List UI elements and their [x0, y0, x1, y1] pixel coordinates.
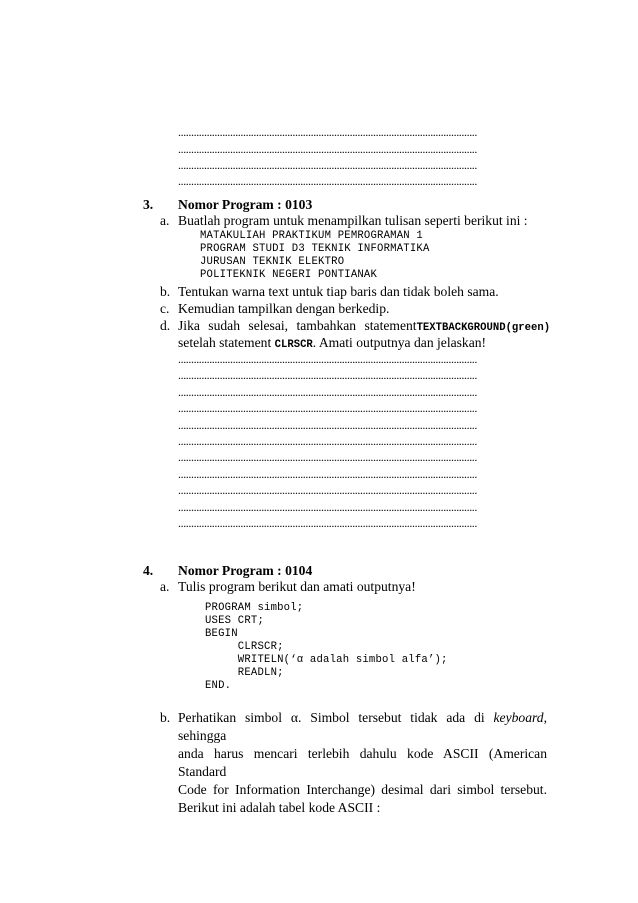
code-line: END.: [205, 680, 232, 692]
code-line: CLRSCR;: [205, 641, 284, 653]
section-4-title: Nomor Program : 0104: [178, 563, 313, 578]
paragraph-line: Berikut ini adalah tabel kode ASCII :: [178, 800, 381, 815]
paragraph-text: Perhatikan simbol α. Simbol tersebut tidak ada di: [178, 710, 485, 725]
code-line: PROGRAM simbol;: [205, 602, 304, 614]
item-a-marker: a.: [160, 213, 170, 228]
answer-line: ...................................................................................................................: [178, 368, 478, 382]
code-clrscr: CLRSCR: [274, 339, 313, 351]
item-a-text: Buatlah program untuk menampilkan tulisan seperti berikut ini :: [178, 213, 528, 228]
answer-line: ...................................................................................................................: [178, 467, 478, 481]
paragraph-line: anda harus mencari terlebih dahulu kode ASCII (American Standard: [178, 746, 547, 779]
answer-line: ...................................................................................................................: [178, 500, 478, 514]
output-line: POLITEKNIK NEGERI PONTIANAK: [200, 269, 378, 281]
paragraph-line: Code for Information Interchange) desimal dari simbol tersebut.: [178, 782, 547, 797]
code-line: BEGIN: [205, 628, 238, 640]
answer-line: ...................................................................................................................: [178, 483, 478, 497]
answer-line: ...................................................................................................................: [178, 401, 478, 415]
code-line: USES CRT;: [205, 615, 265, 627]
section-4-number: 4.: [143, 563, 154, 578]
output-line: PROGRAM STUDI D3 TEKNIK INFORMATIKA: [200, 243, 430, 255]
answer-line: ...................................................................................................................: [178, 125, 478, 139]
answer-line: ...................................................................................................................: [178, 158, 478, 172]
item-d-text: Jika sudah selesai, tambahkan statement: [178, 318, 417, 333]
answer-line: ...................................................................................................................: [178, 352, 478, 366]
item-b-marker: b.: [160, 284, 171, 299]
item-c-marker: c.: [160, 301, 170, 316]
item-d-text: setelah statement: [178, 335, 272, 350]
paragraph-text: , sehingga: [178, 710, 547, 743]
code-line: READLN;: [205, 667, 284, 679]
output-line: JURUSAN TEKNIK ELEKTRO: [200, 256, 345, 268]
code-textbackground: TEXTBACKGROUND(green): [416, 322, 551, 334]
answer-line: ...................................................................................................................: [178, 174, 478, 188]
answer-line: ...................................................................................................................: [178, 450, 478, 464]
item-c-text: Kemudian tampilkan dengan berkedip.: [178, 301, 390, 316]
item-a-text: Tulis program berikut dan amati outputnya!: [178, 579, 416, 594]
keyboard-emphasis: keyboard: [493, 710, 544, 725]
code-line: WRITELN(‘α adalah simbol alfa’);: [205, 654, 448, 666]
item-b-paragraph: [178, 709, 547, 817]
item-d-marker: d.: [160, 318, 171, 333]
answer-line: ...................................................................................................................: [178, 418, 478, 432]
item-d-line-1: [178, 318, 551, 336]
paragraph-line: [178, 709, 547, 745]
item-d-text: . Amati outputnya dan jelaskan!: [312, 335, 487, 350]
answer-line: ...................................................................................................................: [178, 142, 478, 156]
item-b-text: Tentukan warna text untuk tiap baris dan tidak boleh sama.: [178, 284, 499, 299]
section-3-title: Nomor Program : 0103: [178, 197, 313, 212]
answer-line: ...................................................................................................................: [178, 385, 478, 399]
answer-line: ...................................................................................................................: [178, 516, 478, 530]
item-b-marker: b.: [160, 710, 171, 725]
output-line: MATAKULIAH PRAKTIKUM PEMROGRAMAN 1: [200, 230, 423, 242]
answer-line: ...................................................................................................................: [178, 434, 478, 448]
item-a-marker: a.: [160, 579, 170, 594]
section-3-number: 3.: [143, 197, 154, 212]
